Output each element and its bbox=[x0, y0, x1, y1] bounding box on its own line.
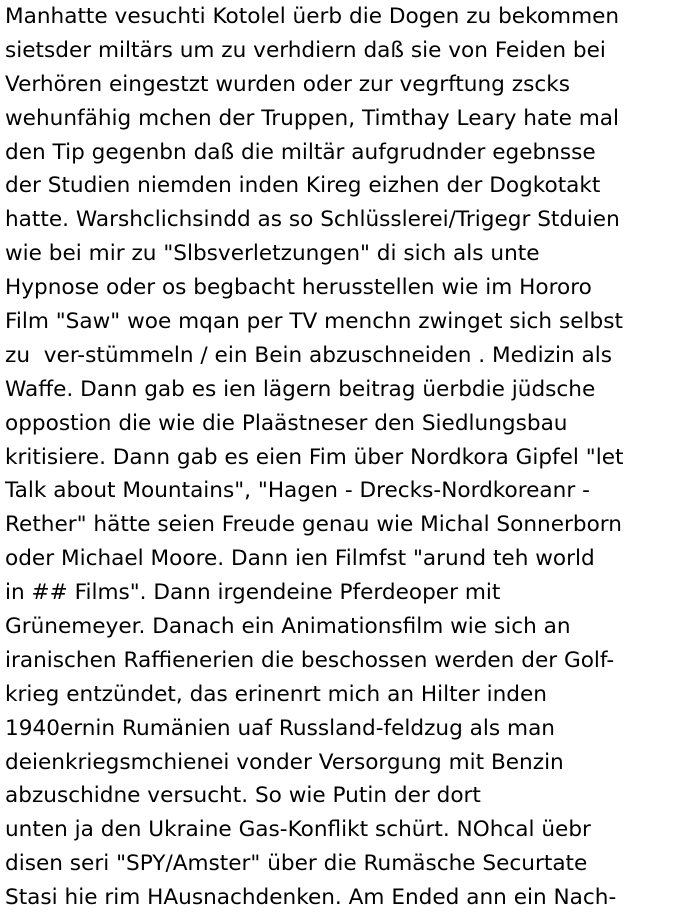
text-line-11: zu ver-stümmeln / ein Bein abzuschneiden . Medizin als bbox=[5, 342, 613, 368]
text-line-10: Film "Saw" woe mqan per TV menchn zwinget sich selbst bbox=[5, 309, 623, 335]
text-line-3: Verhören eingestzt wurden oder zur vegrftung zscks bbox=[5, 71, 570, 97]
text-line-5: den Tip gegenbn daß die miltär aufgrudnder egebnsse bbox=[5, 139, 596, 165]
text-line-17: oder Michael Moore. Dann ien Filmfst "arund teh world bbox=[5, 546, 595, 572]
document-text-block bbox=[5, 0, 681, 915]
text-line-19: Grünemeyer. Danach ein Animationsfilm wie sich an bbox=[5, 614, 571, 640]
text-line-26: disen seri "SPY/Amster" über die Rumäsche Securtate bbox=[5, 851, 588, 877]
text-line-7: hatte. Warshclichsindd as so Schlüsslerei/Trigegr Stduien bbox=[5, 207, 620, 233]
text-line-4: wehunfähig mchen der Truppen, Timthay Leary hate mal bbox=[5, 105, 620, 131]
text-line-18: in ## Films". Dann irgendeine Pferdeoper mit bbox=[5, 580, 501, 606]
text-line-8: wie bei mir zu "Slbsverletzungen" di sich als unte bbox=[5, 241, 540, 267]
text-line-22: 1940ernin Rumänien uaf Russland-feldzug als man bbox=[5, 715, 555, 741]
text-line-9: Hypnose oder os begbacht herusstellen wie im Hororo bbox=[5, 275, 592, 301]
text-line-14: kritisiere. Dann gab es eien Fim über Nordkora Gipfel "let bbox=[5, 444, 624, 470]
text-line-12: Waffe. Dann gab es ien lägern beitrag üerbdie jüdsche bbox=[5, 376, 596, 402]
text-line-20: iranischen Raffienerien die beschossen werden der Golf- bbox=[5, 647, 615, 673]
text-line-23: deienkriegsmchienei vonder Versorgung mit Benzin bbox=[5, 749, 564, 775]
text-line-6: der Studien niemden inden Kireg eizhen der Dogkotakt bbox=[5, 173, 601, 199]
text-line-27: Stasi hie rim HAusnachdenken. Am Ended ann ein Nach- bbox=[5, 885, 617, 911]
text-line-13: oppostion die wie die Plaästneser den Siedlungsbau bbox=[5, 410, 568, 436]
text-line-15: Talk about Mountains", "Hagen - Drecks-Nordkoreanr - bbox=[5, 478, 590, 504]
text-line-1: Manhatte vesuchti Kotolel üerb die Dogen zu bekommen bbox=[5, 4, 620, 29]
text-line-2: sietsder miltärs um zu verhdiern daß sie von Feiden bei bbox=[5, 37, 606, 63]
text-line-24: abzuschidne versucht. So wie Putin der dort bbox=[5, 783, 481, 809]
text-line-21: krieg entzündet, das erinenrt mich an Hilter inden bbox=[5, 681, 547, 707]
text-line-25: unten ja den Ukraine Gas-Konflikt schürt. NOhcal üebr bbox=[5, 817, 591, 843]
text-line-16: Rether" hätte seien Freude genau wie Michal Sonnerborn bbox=[5, 512, 622, 538]
